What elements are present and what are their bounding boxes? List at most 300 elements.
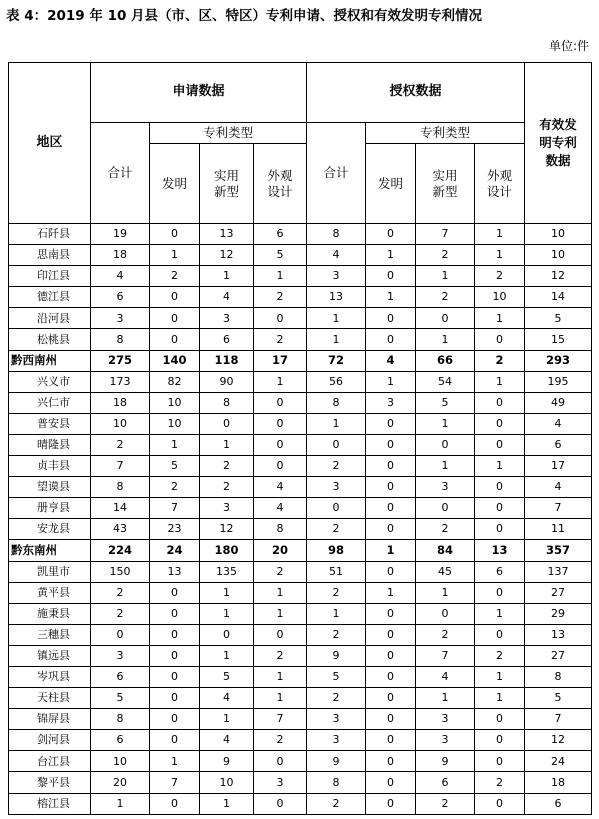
cell-app-total: 224 — [91, 540, 150, 561]
table-row — [9, 561, 592, 582]
cell-app-design: 0 — [254, 392, 307, 413]
cell-grant-utility: 7 — [416, 645, 475, 666]
cell-app-utility: 4 — [200, 730, 254, 751]
cell-grant-total: 3 — [307, 477, 366, 498]
header-application-total: 合计 — [91, 123, 150, 224]
cell-app-utility: 10 — [200, 772, 254, 793]
table-row — [9, 392, 592, 413]
cell-app-invention: 13 — [150, 561, 200, 582]
cell-valid-invention: 12 — [525, 730, 592, 751]
cell-grant-utility: 4 — [416, 666, 475, 687]
header-application: 申请数据 — [91, 63, 307, 123]
cell-app-design: 3 — [254, 772, 307, 793]
table-title: 表 4：2019 年 10 月县（市、区、特区）专利申请、授权和有效发明专利情况 — [6, 8, 483, 24]
cell-grant-design: 1 — [475, 666, 525, 687]
cell-grant-invention: 0 — [366, 624, 416, 645]
cell-valid-invention: 29 — [525, 603, 592, 624]
cell-app-utility: 1 — [200, 266, 254, 287]
cell-valid-invention: 4 — [525, 477, 592, 498]
cell-grant-invention: 0 — [366, 645, 416, 666]
cell-grant-utility: 1 — [416, 413, 475, 434]
cell-grant-invention: 0 — [366, 666, 416, 687]
region-name: 石阡县 — [9, 224, 91, 245]
cell-grant-invention: 1 — [366, 582, 416, 603]
cell-grant-utility: 0 — [416, 434, 475, 455]
cell-grant-invention: 4 — [366, 350, 416, 371]
cell-grant-utility: 5 — [416, 392, 475, 413]
cell-valid-invention: 10 — [525, 224, 592, 245]
cell-app-design: 2 — [254, 561, 307, 582]
cell-valid-invention: 17 — [525, 456, 592, 477]
cell-grant-invention: 3 — [366, 392, 416, 413]
cell-grant-utility: 0 — [416, 498, 475, 519]
table-row — [9, 224, 592, 245]
cell-app-design: 0 — [254, 624, 307, 645]
cell-app-invention: 82 — [150, 371, 200, 392]
header-grant-design — [475, 144, 525, 224]
cell-app-design: 5 — [254, 245, 307, 266]
cell-app-design: 0 — [254, 751, 307, 772]
header-grant-design-label: 外观设计 — [487, 167, 513, 199]
region-name: 兴义市 — [9, 371, 91, 392]
cell-grant-total: 8 — [307, 772, 366, 793]
cell-grant-total: 2 — [307, 582, 366, 603]
region-name: 台江县 — [9, 751, 91, 772]
cell-grant-design: 1 — [475, 308, 525, 329]
cell-grant-design: 1 — [475, 456, 525, 477]
cell-grant-total: 1 — [307, 329, 366, 350]
cell-grant-design: 1 — [475, 603, 525, 624]
cell-app-utility: 2 — [200, 477, 254, 498]
cell-app-invention: 1 — [150, 434, 200, 455]
cell-grant-design: 0 — [475, 624, 525, 645]
cell-app-total: 14 — [91, 498, 150, 519]
cell-valid-invention: 27 — [525, 582, 592, 603]
region-name: 普安县 — [9, 413, 91, 434]
cell-app-design: 7 — [254, 709, 307, 730]
cell-valid-invention: 293 — [525, 350, 592, 371]
region-name: 榕江县 — [9, 793, 91, 814]
cell-grant-invention: 0 — [366, 561, 416, 582]
cell-app-total: 18 — [91, 245, 150, 266]
cell-app-design: 6 — [254, 224, 307, 245]
cell-grant-invention: 1 — [366, 245, 416, 266]
region-name: 三穗县 — [9, 624, 91, 645]
header-application-invention: 发明 — [150, 144, 200, 224]
cell-app-invention: 0 — [150, 603, 200, 624]
prefecture-row — [9, 350, 592, 371]
table-row — [9, 308, 592, 329]
cell-app-total: 19 — [91, 224, 150, 245]
table-row — [9, 266, 592, 287]
cell-grant-total: 8 — [307, 224, 366, 245]
cell-grant-utility: 2 — [416, 624, 475, 645]
table-row — [9, 751, 592, 772]
cell-grant-total: 72 — [307, 350, 366, 371]
cell-app-utility: 0 — [200, 413, 254, 434]
cell-grant-utility: 0 — [416, 603, 475, 624]
cell-app-utility: 4 — [200, 688, 254, 709]
cell-grant-invention: 0 — [366, 224, 416, 245]
cell-grant-total: 13 — [307, 287, 366, 308]
cell-app-total: 43 — [91, 519, 150, 540]
cell-grant-total: 8 — [307, 392, 366, 413]
table-row — [9, 624, 592, 645]
cell-grant-design: 0 — [475, 751, 525, 772]
header-grant: 授权数据 — [307, 63, 525, 123]
cell-grant-total: 2 — [307, 519, 366, 540]
cell-grant-design: 0 — [475, 709, 525, 730]
cell-app-design: 0 — [254, 308, 307, 329]
table-row — [9, 329, 592, 350]
cell-grant-design: 0 — [475, 477, 525, 498]
table-row — [9, 498, 592, 519]
region-name: 凯里市 — [9, 561, 91, 582]
cell-grant-total: 56 — [307, 371, 366, 392]
cell-app-design: 8 — [254, 519, 307, 540]
cell-grant-design: 0 — [475, 582, 525, 603]
cell-grant-invention: 0 — [366, 434, 416, 455]
cell-app-utility: 0 — [200, 624, 254, 645]
cell-grant-utility: 3 — [416, 477, 475, 498]
cell-grant-total: 51 — [307, 561, 366, 582]
cell-app-total: 10 — [91, 413, 150, 434]
cell-grant-invention: 0 — [366, 413, 416, 434]
cell-app-total: 18 — [91, 392, 150, 413]
cell-app-utility: 1 — [200, 645, 254, 666]
cell-grant-utility: 6 — [416, 772, 475, 793]
cell-app-design: 17 — [254, 350, 307, 371]
cell-app-design: 0 — [254, 434, 307, 455]
cell-app-total: 10 — [91, 751, 150, 772]
cell-app-invention: 0 — [150, 624, 200, 645]
region-name: 锦屏县 — [9, 709, 91, 730]
region-name: 沿河县 — [9, 308, 91, 329]
cell-valid-invention: 137 — [525, 561, 592, 582]
table-body — [9, 224, 592, 815]
cell-grant-design: 2 — [475, 266, 525, 287]
cell-grant-design: 0 — [475, 413, 525, 434]
cell-grant-total: 98 — [307, 540, 366, 561]
cell-grant-invention: 0 — [366, 329, 416, 350]
cell-grant-design: 0 — [475, 498, 525, 519]
cell-grant-utility: 9 — [416, 751, 475, 772]
cell-valid-invention: 27 — [525, 645, 592, 666]
cell-app-utility: 135 — [200, 561, 254, 582]
table-row — [9, 730, 592, 751]
cell-app-utility: 3 — [200, 308, 254, 329]
header-application-utility-label: 实用新型 — [213, 167, 239, 199]
cell-valid-invention: 195 — [525, 371, 592, 392]
table-row — [9, 688, 592, 709]
cell-grant-total: 1 — [307, 413, 366, 434]
cell-valid-invention: 12 — [525, 266, 592, 287]
cell-app-invention: 0 — [150, 582, 200, 603]
cell-grant-invention: 1 — [366, 287, 416, 308]
cell-grant-invention: 0 — [366, 793, 416, 814]
cell-grant-invention: 0 — [366, 477, 416, 498]
cell-grant-design: 0 — [475, 434, 525, 455]
cell-app-design: 1 — [254, 371, 307, 392]
cell-grant-total: 9 — [307, 645, 366, 666]
cell-grant-total: 3 — [307, 709, 366, 730]
cell-app-invention: 2 — [150, 266, 200, 287]
cell-grant-invention: 0 — [366, 772, 416, 793]
cell-app-total: 0 — [91, 624, 150, 645]
cell-valid-invention: 357 — [525, 540, 592, 561]
table-row — [9, 772, 592, 793]
cell-app-utility: 118 — [200, 350, 254, 371]
cell-app-design: 0 — [254, 456, 307, 477]
cell-grant-total: 4 — [307, 245, 366, 266]
region-name: 黔东南州 — [9, 540, 91, 561]
cell-app-invention: 10 — [150, 413, 200, 434]
cell-grant-design: 13 — [475, 540, 525, 561]
cell-grant-design: 0 — [475, 392, 525, 413]
region-name: 黎平县 — [9, 772, 91, 793]
cell-valid-invention: 10 — [525, 245, 592, 266]
table-row — [9, 603, 592, 624]
region-name: 印江县 — [9, 266, 91, 287]
cell-app-invention: 24 — [150, 540, 200, 561]
cell-app-invention: 7 — [150, 498, 200, 519]
region-name: 安龙县 — [9, 519, 91, 540]
patent-statistics-table — [8, 62, 592, 815]
cell-app-total: 2 — [91, 434, 150, 455]
cell-app-utility: 13 — [200, 224, 254, 245]
cell-app-design: 20 — [254, 540, 307, 561]
cell-grant-design: 0 — [475, 329, 525, 350]
cell-grant-invention: 1 — [366, 540, 416, 561]
cell-app-utility: 1 — [200, 582, 254, 603]
cell-grant-design: 1 — [475, 371, 525, 392]
cell-grant-invention: 0 — [366, 730, 416, 751]
cell-grant-design: 2 — [475, 350, 525, 371]
cell-app-total: 6 — [91, 730, 150, 751]
cell-grant-total: 2 — [307, 456, 366, 477]
cell-grant-design: 2 — [475, 645, 525, 666]
cell-grant-utility: 1 — [416, 456, 475, 477]
table-row — [9, 287, 592, 308]
cell-app-total: 5 — [91, 688, 150, 709]
cell-app-utility: 5 — [200, 666, 254, 687]
cell-valid-invention: 14 — [525, 287, 592, 308]
region-name: 册亨县 — [9, 498, 91, 519]
cell-app-design: 4 — [254, 498, 307, 519]
cell-grant-total: 2 — [307, 688, 366, 709]
cell-grant-design: 0 — [475, 519, 525, 540]
header-grant-total: 合计 — [307, 123, 366, 224]
region-name: 施秉县 — [9, 603, 91, 624]
cell-grant-utility: 0 — [416, 308, 475, 329]
table-row — [9, 666, 592, 687]
cell-app-design: 2 — [254, 287, 307, 308]
cell-app-design: 0 — [254, 413, 307, 434]
cell-grant-utility: 2 — [416, 519, 475, 540]
cell-app-utility: 1 — [200, 603, 254, 624]
cell-app-utility: 1 — [200, 709, 254, 730]
cell-grant-utility: 1 — [416, 582, 475, 603]
cell-valid-invention: 6 — [525, 793, 592, 814]
cell-app-utility: 90 — [200, 371, 254, 392]
region-name: 兴仁市 — [9, 392, 91, 413]
cell-app-invention: 1 — [150, 245, 200, 266]
cell-app-utility: 6 — [200, 329, 254, 350]
cell-valid-invention: 13 — [525, 624, 592, 645]
cell-app-utility: 9 — [200, 751, 254, 772]
cell-app-design: 1 — [254, 582, 307, 603]
cell-app-total: 6 — [91, 666, 150, 687]
cell-grant-design: 6 — [475, 561, 525, 582]
region-name: 剑河县 — [9, 730, 91, 751]
table-row — [9, 477, 592, 498]
header-valid-invention-label: 有效发明专利数据 — [539, 116, 577, 169]
cell-app-utility: 180 — [200, 540, 254, 561]
cell-app-invention: 0 — [150, 709, 200, 730]
cell-valid-invention: 11 — [525, 519, 592, 540]
region-name: 晴隆县 — [9, 434, 91, 455]
cell-app-invention: 140 — [150, 350, 200, 371]
cell-app-utility: 12 — [200, 519, 254, 540]
cell-app-utility: 1 — [200, 434, 254, 455]
cell-grant-design: 2 — [475, 772, 525, 793]
cell-app-design: 2 — [254, 329, 307, 350]
region-name: 黄平县 — [9, 582, 91, 603]
cell-app-invention: 23 — [150, 519, 200, 540]
cell-grant-invention: 0 — [366, 519, 416, 540]
table-row — [9, 434, 592, 455]
cell-app-invention: 0 — [150, 645, 200, 666]
cell-app-utility: 4 — [200, 287, 254, 308]
header-region: 地区 — [9, 63, 91, 224]
cell-app-design: 4 — [254, 477, 307, 498]
cell-app-invention: 0 — [150, 793, 200, 814]
cell-grant-design: 1 — [475, 224, 525, 245]
cell-grant-invention: 0 — [366, 603, 416, 624]
cell-grant-utility: 1 — [416, 688, 475, 709]
cell-grant-design: 10 — [475, 287, 525, 308]
cell-app-design: 2 — [254, 730, 307, 751]
cell-app-invention: 0 — [150, 224, 200, 245]
header-grant-utility — [416, 144, 475, 224]
header-application-utility — [200, 144, 254, 224]
cell-grant-invention: 0 — [366, 308, 416, 329]
cell-grant-total: 1 — [307, 308, 366, 329]
cell-app-total: 7 — [91, 456, 150, 477]
cell-grant-utility: 2 — [416, 287, 475, 308]
cell-grant-design: 0 — [475, 793, 525, 814]
cell-grant-total: 2 — [307, 624, 366, 645]
region-name: 思南县 — [9, 245, 91, 266]
region-name: 松桃县 — [9, 329, 91, 350]
table-row — [9, 519, 592, 540]
table-row — [9, 371, 592, 392]
cell-grant-invention: 0 — [366, 456, 416, 477]
cell-app-invention: 0 — [150, 730, 200, 751]
table-row — [9, 793, 592, 814]
cell-grant-invention: 0 — [366, 688, 416, 709]
cell-grant-utility: 54 — [416, 371, 475, 392]
cell-grant-utility: 3 — [416, 709, 475, 730]
cell-grant-utility: 3 — [416, 730, 475, 751]
cell-app-design: 1 — [254, 666, 307, 687]
cell-app-design: 2 — [254, 645, 307, 666]
cell-valid-invention: 49 — [525, 392, 592, 413]
cell-app-invention: 1 — [150, 751, 200, 772]
cell-grant-total: 9 — [307, 751, 366, 772]
cell-valid-invention: 8 — [525, 666, 592, 687]
table-row — [9, 245, 592, 266]
cell-grant-utility: 1 — [416, 266, 475, 287]
cell-grant-total: 0 — [307, 434, 366, 455]
cell-grant-total: 3 — [307, 730, 366, 751]
cell-valid-invention: 6 — [525, 434, 592, 455]
cell-app-design: 0 — [254, 793, 307, 814]
cell-grant-invention: 1 — [366, 371, 416, 392]
region-name: 黔西南州 — [9, 350, 91, 371]
cell-grant-utility: 66 — [416, 350, 475, 371]
header-valid-invention — [525, 63, 592, 224]
cell-grant-total: 0 — [307, 498, 366, 519]
cell-app-total: 2 — [91, 603, 150, 624]
cell-app-total: 8 — [91, 709, 150, 730]
cell-valid-invention: 5 — [525, 688, 592, 709]
cell-app-total: 3 — [91, 308, 150, 329]
cell-app-total: 275 — [91, 350, 150, 371]
cell-grant-total: 3 — [307, 266, 366, 287]
header-application-patent-type: 专利类型 — [150, 123, 307, 144]
table-row — [9, 456, 592, 477]
cell-app-utility: 2 — [200, 456, 254, 477]
cell-app-total: 173 — [91, 371, 150, 392]
cell-app-total: 8 — [91, 477, 150, 498]
region-name: 望谟县 — [9, 477, 91, 498]
cell-valid-invention: 5 — [525, 308, 592, 329]
cell-app-total: 8 — [91, 329, 150, 350]
cell-app-utility: 3 — [200, 498, 254, 519]
cell-app-utility: 12 — [200, 245, 254, 266]
unit-label: 单位:件 — [548, 39, 589, 53]
region-name: 贞丰县 — [9, 456, 91, 477]
cell-valid-invention: 4 — [525, 413, 592, 434]
table-row — [9, 413, 592, 434]
cell-app-invention: 7 — [150, 772, 200, 793]
cell-app-design: 1 — [254, 688, 307, 709]
cell-app-total: 4 — [91, 266, 150, 287]
cell-grant-invention: 0 — [366, 751, 416, 772]
header-grant-invention: 发明 — [366, 144, 416, 224]
cell-app-design: 1 — [254, 603, 307, 624]
region-name: 岑巩县 — [9, 666, 91, 687]
cell-valid-invention: 18 — [525, 772, 592, 793]
cell-app-invention: 0 — [150, 688, 200, 709]
cell-app-utility: 1 — [200, 793, 254, 814]
cell-grant-design: 1 — [475, 245, 525, 266]
cell-app-total: 2 — [91, 582, 150, 603]
cell-grant-invention: 0 — [366, 709, 416, 730]
cell-app-total: 150 — [91, 561, 150, 582]
cell-grant-design: 0 — [475, 730, 525, 751]
cell-grant-total: 2 — [307, 793, 366, 814]
cell-app-total: 1 — [91, 793, 150, 814]
cell-valid-invention: 7 — [525, 498, 592, 519]
cell-grant-total: 5 — [307, 666, 366, 687]
header-grant-patent-type: 专利类型 — [366, 123, 525, 144]
cell-valid-invention: 7 — [525, 709, 592, 730]
region-name: 德江县 — [9, 287, 91, 308]
region-name: 天柱县 — [9, 688, 91, 709]
cell-valid-invention: 15 — [525, 329, 592, 350]
